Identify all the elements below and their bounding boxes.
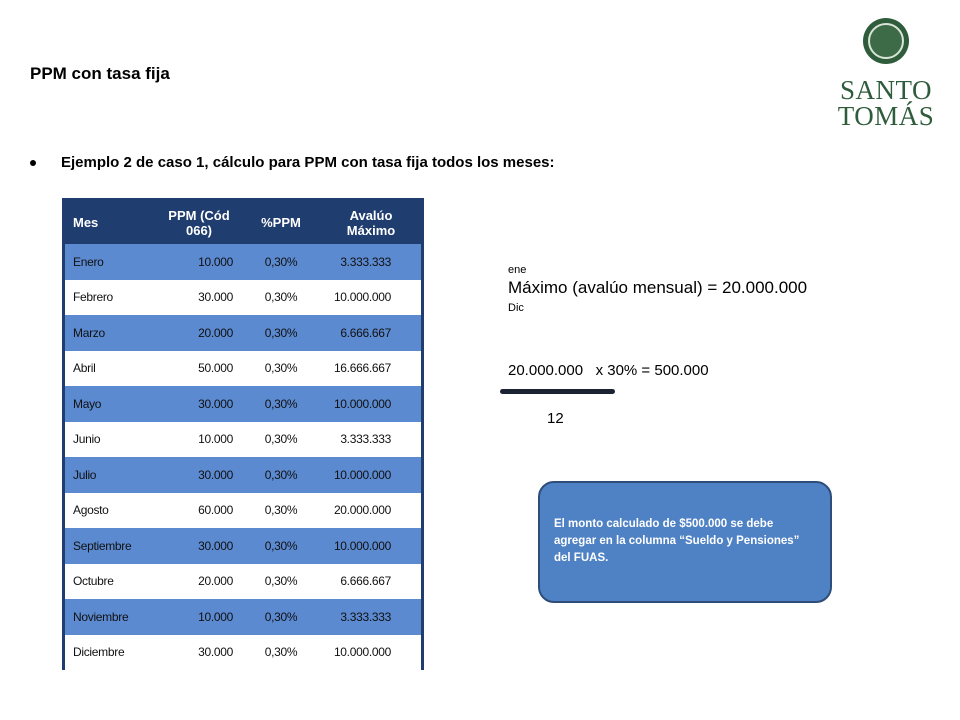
cell-pct-ppm: 0,30% xyxy=(264,432,298,447)
cell-ppm: 30.000 xyxy=(198,645,233,660)
cell-ppm: 20.000 xyxy=(198,574,233,589)
seal-icon xyxy=(863,18,909,64)
cell-ppm: 30.000 xyxy=(198,396,233,411)
cell-avaluo: 10.000.000 xyxy=(333,538,391,553)
table-row xyxy=(65,351,421,387)
table-row xyxy=(65,315,421,351)
bullet-dot-icon xyxy=(30,160,36,166)
cell-mes: Octubre xyxy=(73,574,114,589)
cell-ppm: 10.000 xyxy=(198,254,233,269)
cell-ppm: 20.000 xyxy=(198,325,233,340)
cell-avaluo: 16.666.667 xyxy=(333,361,391,376)
formula-expression: Máximo (avalúo mensual) = 20.000.000 xyxy=(508,278,808,297)
cell-mes: Febrero xyxy=(73,290,113,305)
cell-ppm: 60.000 xyxy=(198,503,233,518)
table-row xyxy=(65,635,421,671)
cell-mes: Agosto xyxy=(73,503,109,518)
ppm-table xyxy=(62,198,424,670)
cell-ppm: 30.000 xyxy=(198,538,233,553)
table-row xyxy=(65,528,421,564)
cell-mes: Julio xyxy=(73,467,97,482)
header-pct-ppm: %PPM xyxy=(261,215,301,230)
table-row xyxy=(65,386,421,422)
cell-avaluo: 20.000.000 xyxy=(333,503,391,518)
cell-mes: Abril xyxy=(73,361,96,376)
cell-pct-ppm: 0,30% xyxy=(264,503,298,518)
cell-pct-ppm: 0,30% xyxy=(264,609,298,624)
table-row xyxy=(65,280,421,316)
cell-avaluo: 6.666.667 xyxy=(340,574,391,589)
table-row xyxy=(65,599,421,635)
cell-avaluo: 3.333.333 xyxy=(340,609,391,624)
logo-line-2: TOMÁS xyxy=(837,101,935,131)
cell-pct-ppm: 0,30% xyxy=(264,254,298,269)
bullet-point xyxy=(30,154,555,171)
sum-lower-limit: Dic xyxy=(508,302,524,314)
table-row xyxy=(65,493,421,529)
cell-avaluo: 10.000.000 xyxy=(333,467,391,482)
cell-mes: Enero xyxy=(73,254,104,269)
santo-tomas-logo xyxy=(836,18,936,130)
callout-box xyxy=(538,481,832,603)
table-row xyxy=(65,457,421,493)
cell-avaluo: 10.000.000 xyxy=(333,290,391,305)
callout-text: El monto calculado de $500.000 se debe agregar en la columna “Sueldo y Pensiones” del FUAS. xyxy=(554,518,800,564)
table-row xyxy=(65,244,421,280)
cell-pct-ppm: 0,30% xyxy=(264,361,298,376)
cell-mes: Mayo xyxy=(73,396,102,411)
formula-numerator: 20.000.000 x 30% = 500.000 xyxy=(508,362,709,379)
cell-ppm: 10.000 xyxy=(198,609,233,624)
cell-ppm: 30.000 xyxy=(198,290,233,305)
header-avaluo: Avalúo Máximo xyxy=(346,207,396,238)
cell-ppm: 50.000 xyxy=(198,361,233,376)
cell-mes: Noviembre xyxy=(73,609,129,624)
header-ppm: PPM (Cód 066) xyxy=(168,207,230,238)
cell-pct-ppm: 0,30% xyxy=(264,645,298,660)
cell-pct-ppm: 0,30% xyxy=(264,574,298,589)
cell-avaluo: 10.000.000 xyxy=(333,645,391,660)
fraction-bar xyxy=(500,389,615,394)
table-row xyxy=(65,422,421,458)
cell-pct-ppm: 0,30% xyxy=(264,538,298,553)
cell-avaluo: 10.000.000 xyxy=(333,396,391,411)
cell-avaluo: 3.333.333 xyxy=(340,432,391,447)
slide-title: PPM con tasa fija xyxy=(30,64,170,83)
cell-pct-ppm: 0,30% xyxy=(264,467,298,482)
cell-mes: Junio xyxy=(73,432,101,447)
cell-pct-ppm: 0,30% xyxy=(264,290,298,305)
bullet-text: Ejemplo 2 de caso 1, cálculo para PPM con tasa fija todos los meses: xyxy=(61,154,555,171)
cell-pct-ppm: 0,30% xyxy=(264,325,298,340)
table-header-row xyxy=(65,201,421,244)
header-mes: Mes xyxy=(73,215,99,230)
cell-ppm: 10.000 xyxy=(198,432,233,447)
cell-ppm: 30.000 xyxy=(198,467,233,482)
logo-line-1: SANTO xyxy=(839,75,933,105)
cell-pct-ppm: 0,30% xyxy=(264,396,298,411)
cell-avaluo: 6.666.667 xyxy=(340,325,391,340)
sum-upper-limit: ene xyxy=(508,264,527,276)
cell-avaluo: 3.333.333 xyxy=(340,254,391,269)
table-row xyxy=(65,564,421,600)
cell-mes: Septiembre xyxy=(73,538,132,553)
cell-mes: Diciembre xyxy=(73,645,125,660)
cell-mes: Marzo xyxy=(73,325,105,340)
formula-denominator: 12 xyxy=(547,410,564,427)
